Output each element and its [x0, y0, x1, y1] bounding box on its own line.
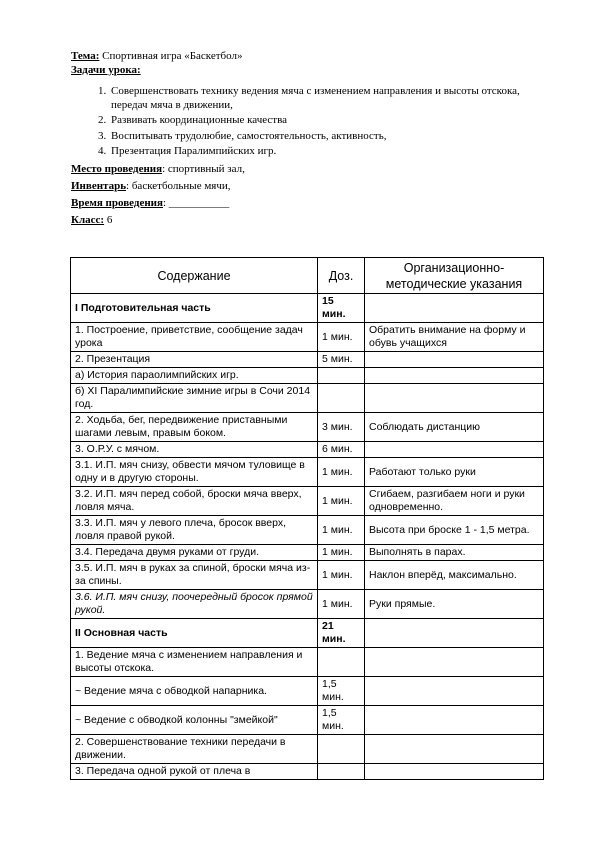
table-row — [71, 458, 544, 487]
row-notes-cell: Сгибаем, разгибаем ноги и руки одновременно. — [365, 487, 544, 516]
class-value: 6 — [104, 213, 113, 226]
row-dose-cell — [318, 384, 365, 413]
row-dose-cell: 1 мин. — [318, 323, 365, 352]
table-row — [71, 590, 544, 619]
table-row — [71, 619, 544, 648]
row-notes-cell — [365, 648, 544, 677]
row-dose-cell: 1,5 мин. — [318, 677, 365, 706]
topic-line — [71, 49, 541, 63]
row-content-cell: 3.6. И.П. мяч снизу, поочередный бросок прямой рукой. — [71, 590, 318, 619]
row-notes-cell — [365, 764, 544, 780]
row-notes-cell — [365, 352, 544, 368]
row-content-cell: 3.3. И.П. мяч у левого плеча, бросок вверх, ловля правой рукой. — [71, 516, 318, 545]
row-content-cell: ~ Ведение с обводкой колонны "змейкой" — [71, 706, 318, 735]
row-dose-cell: 1 мин. — [318, 561, 365, 590]
table-row — [71, 384, 544, 413]
table-row — [71, 487, 544, 516]
table-row — [71, 352, 544, 368]
table-row — [71, 545, 544, 561]
inventory-line — [71, 179, 541, 193]
task-item: 3. Воспитывать трудолюбие, самостоятельность, активность, — [109, 130, 541, 144]
table-row — [71, 442, 544, 458]
inventory-label: Инвентарь — [71, 179, 127, 192]
table-row — [71, 516, 544, 545]
row-content-cell: б) XI Паралимпийские зимние игры в Сочи 2014 год. — [71, 384, 318, 413]
task-item: 2. Развивать координационные качества — [109, 114, 541, 128]
column-header-content: Содержание — [71, 258, 318, 294]
row-content-cell: 1. Ведение мяча с изменением направления и высоты отскока. — [71, 648, 318, 677]
row-content-cell: 3.2. И.П. мяч перед собой, броски мяча вверх, ловля мяча. — [71, 487, 318, 516]
table-row — [71, 413, 544, 442]
row-dose-cell — [318, 735, 365, 764]
row-notes-cell: Руки прямые. — [365, 590, 544, 619]
row-content-cell: II Основная часть — [71, 619, 318, 648]
topic-value: Спортивная игра «Баскетбол» — [102, 50, 243, 62]
tasks-list — [71, 85, 541, 159]
row-notes-cell — [365, 706, 544, 735]
table-row — [71, 648, 544, 677]
table-row — [71, 764, 544, 780]
row-dose-cell: 15 мин. — [318, 294, 365, 323]
tasks-label: Задачи урока: — [71, 64, 141, 76]
row-notes-cell — [365, 294, 544, 323]
row-content-cell: 3. Передача одной рукой от плеча в — [71, 764, 318, 780]
row-notes-cell: Соблюдать дистанцию — [365, 413, 544, 442]
table-row — [71, 294, 544, 323]
lesson-fields — [71, 162, 541, 227]
row-notes-cell: Выполнять в парах. — [365, 545, 544, 561]
row-notes-cell — [365, 677, 544, 706]
row-content-cell: 2. Презентация — [71, 352, 318, 368]
row-content-cell: 3. О.Р.У. с мячом. — [71, 442, 318, 458]
row-dose-cell: 1 мин. — [318, 458, 365, 487]
row-dose-cell: 1 мин. — [318, 487, 365, 516]
row-dose-cell — [318, 368, 365, 384]
row-dose-cell: 1 мин. — [318, 516, 365, 545]
inventory-value: : баскетбольные мячи, — [126, 179, 231, 192]
row-dose-cell: 5 мин. — [318, 352, 365, 368]
task-item: 1. Совершенствовать технику ведения мяча с изменением направления и высоты отскока, передач мяча в движении, — [109, 85, 541, 112]
row-content-cell: 3.4. Передача двумя руками от груди. — [71, 545, 318, 561]
row-dose-cell — [318, 648, 365, 677]
row-dose-cell: 1 мин. — [318, 590, 365, 619]
row-notes-cell — [365, 384, 544, 413]
row-dose-cell: 1 мин. — [318, 545, 365, 561]
row-notes-cell — [365, 735, 544, 764]
topic-label: Тема: — [71, 50, 100, 62]
row-dose-cell: 1,5 мин. — [318, 706, 365, 735]
table-row — [71, 561, 544, 590]
row-dose-cell: 3 мин. — [318, 413, 365, 442]
row-dose-cell — [318, 764, 365, 780]
table-body — [71, 294, 544, 780]
column-header-notes: Организационно-методические указания — [365, 258, 544, 294]
row-dose-cell: 21 мин. — [318, 619, 365, 648]
row-notes-cell — [365, 368, 544, 384]
row-content-cell: ~ Ведение мяча с обводкой напарника. — [71, 677, 318, 706]
time-label: Время проведения — [71, 196, 163, 209]
tasks-heading — [71, 63, 541, 77]
row-notes-cell: Работают только руки — [365, 458, 544, 487]
column-header-dose: Доз. — [318, 258, 365, 294]
row-content-cell: I Подготовительная часть — [71, 294, 318, 323]
row-notes-cell: Обратить внимание на форму и обувь учащихся — [365, 323, 544, 352]
table-row — [71, 735, 544, 764]
row-dose-cell: 6 мин. — [318, 442, 365, 458]
row-notes-cell: Высота при броске 1 - 1,5 метра. — [365, 516, 544, 545]
row-notes-cell — [365, 619, 544, 648]
row-content-cell: 1. Построение, приветствие, сообщение задач урока — [71, 323, 318, 352]
row-content-cell: а) История параолимпийских игр. — [71, 368, 318, 384]
row-content-cell: 2. Совершенствование техники передачи в движении. — [71, 735, 318, 764]
row-content-cell: 2. Ходьба, бег, передвижение приставными шагами левым, правым боком. — [71, 413, 318, 442]
row-content-cell: 3.5. И.П. мяч в руках за спиной, броски мяча из-за спины. — [71, 561, 318, 590]
table-row — [71, 706, 544, 735]
table-row — [71, 677, 544, 706]
table-row — [71, 323, 544, 352]
time-line — [71, 196, 541, 210]
table-header-row — [71, 258, 544, 294]
row-notes-cell — [365, 442, 544, 458]
table-row — [71, 368, 544, 384]
place-line — [71, 162, 541, 176]
place-label: Место проведения — [71, 162, 163, 175]
lesson-plan-table — [70, 257, 544, 780]
time-value: : ___________ — [162, 196, 230, 209]
task-item: 4. Презентация Паралимпийских игр. — [109, 145, 541, 159]
place-value: : спортивный зал, — [162, 162, 245, 175]
row-notes-cell: Наклон вперёд, максимально. — [365, 561, 544, 590]
class-label: Класс: — [71, 213, 105, 226]
class-line — [71, 213, 541, 227]
lesson-header — [71, 49, 541, 227]
row-content-cell: 3.1. И.П. мяч снизу, обвести мячом туловище в одну и в другую стороны. — [71, 458, 318, 487]
